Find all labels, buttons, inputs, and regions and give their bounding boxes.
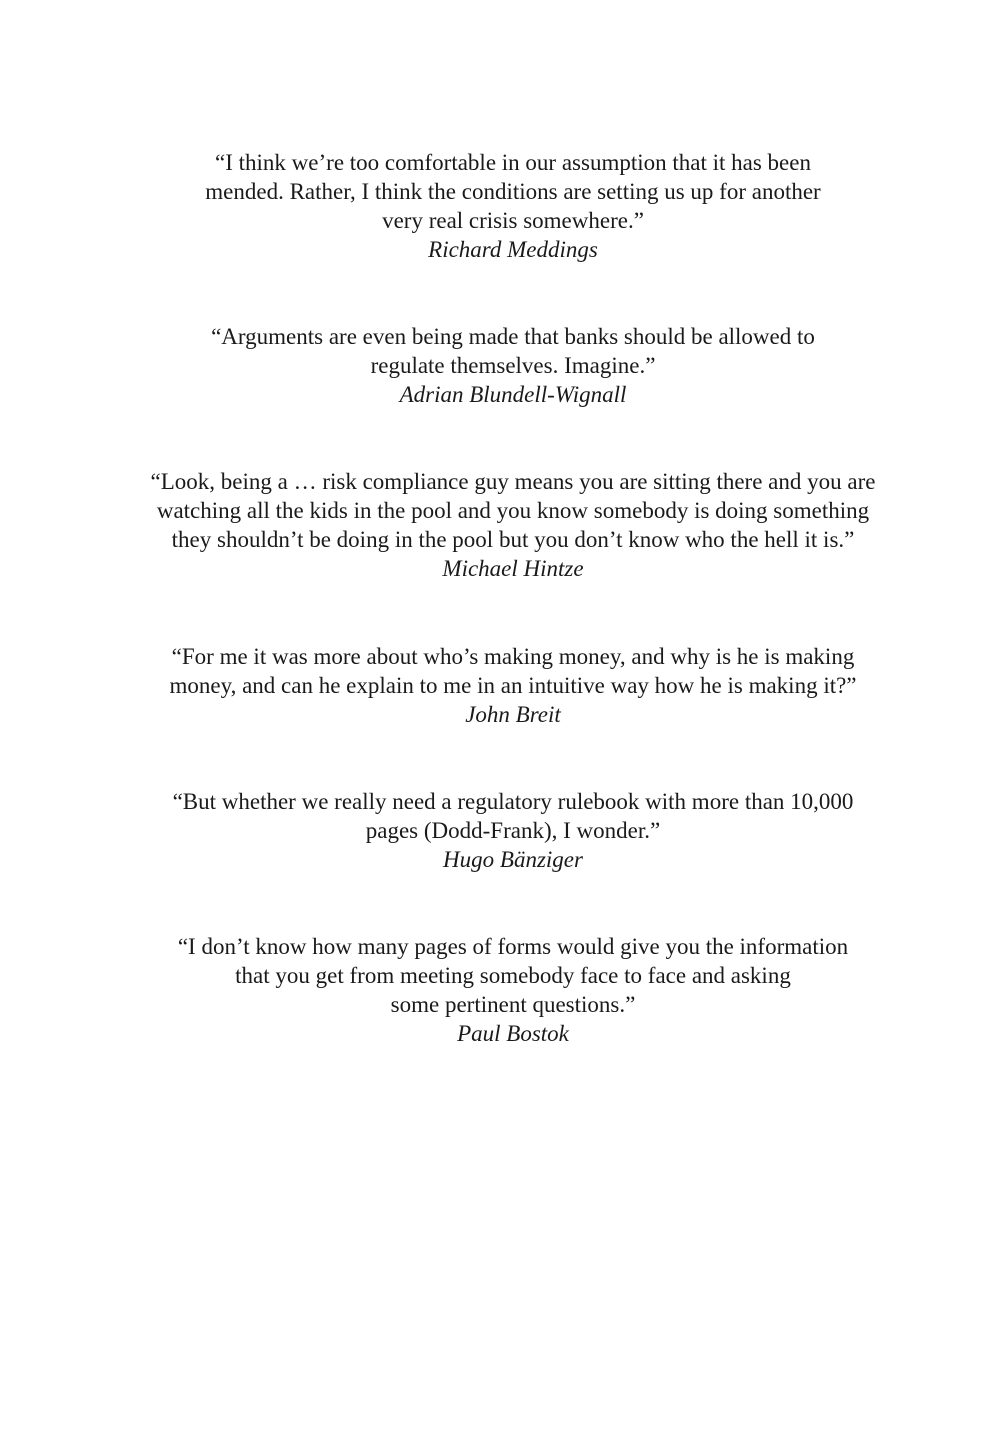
quote-block (0, 467, 1004, 583)
quote-line: “For me it was more about who’s making money, and why is he is making (171, 644, 855, 669)
quote-line: pages (Dodd-Frank), I wonder.” (365, 818, 661, 843)
quote-block (0, 148, 1004, 264)
quote-line: mended. Rather, I think the conditions are setting us up for another (205, 179, 821, 204)
quote-author: John Breit (465, 702, 561, 727)
quote-line: watching all the kids in the pool and you know somebody is doing something (156, 498, 870, 523)
quote-author: Paul Bostok (457, 1021, 569, 1046)
quote-line: “Look, being a … risk compliance guy means you are sitting there and you are (150, 469, 876, 494)
quote-line: “I think we’re too comfortable in our assumption that it has been (215, 150, 811, 175)
quote-line: very real crisis somewhere.” (382, 208, 644, 233)
quote-block (0, 322, 1004, 409)
quote-line: “But whether we really need a regulatory rulebook with more than 10,000 (172, 789, 854, 814)
quote-block (0, 787, 1004, 874)
quote-line: “Arguments are even being made that banks should be allowed to (211, 324, 815, 349)
quote-author: Adrian Blundell-Wignall (399, 382, 627, 407)
quote-author: Hugo Bänziger (443, 847, 583, 872)
quote-line: regulate themselves. Imagine.” (370, 353, 656, 378)
quote-author: Michael Hintze (442, 556, 584, 581)
quote-author: Richard Meddings (428, 237, 598, 262)
quote-line: some pertinent questions.” (390, 992, 636, 1017)
quote-line: they shouldn’t be doing in the pool but you don’t know who the hell it is.” (171, 527, 855, 552)
quote-line: that you get from meeting somebody face to face and asking (235, 963, 791, 988)
quote-block (0, 932, 1004, 1048)
quote-line: money, and can he explain to me in an intuitive way how he is making it?” (169, 673, 857, 698)
quote-block (0, 642, 1004, 729)
quote-line: “I don’t know how many pages of forms would give you the information (177, 934, 849, 959)
